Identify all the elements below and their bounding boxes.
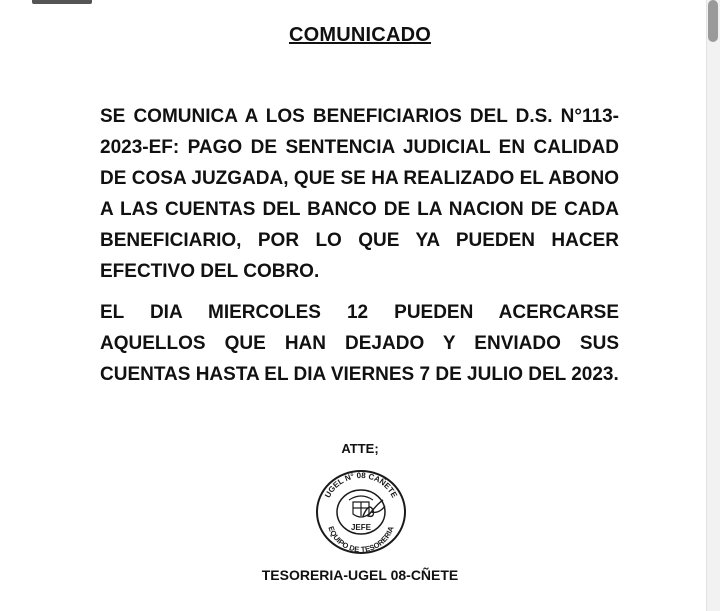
window-tab-stub[interactable] (32, 0, 92, 4)
stamp-bottom-text: EQUIPO DE TESORERIA (326, 524, 396, 555)
vertical-scrollbar[interactable] (706, 0, 720, 611)
announcement-paragraph-1: SE COMUNICA A LOS BENEFICIARIOS DEL D.S. N°113-2023-EF: PAGO DE SENTENCIA JUDICIAL EN CALIDAD DE COSA JUZGADA, QUE SE HA REALIZADO EL ABONO A LAS CUENTAS DEL BANCO DE LA NACION DE CADA BENEFICIARIO, POR LO QUE YA PUEDEN HACER EFECTIVO DEL COBRO. (100, 106, 619, 282)
closing-text: ATTE; (341, 441, 379, 456)
scrollbar-thumb[interactable] (708, 0, 718, 42)
official-stamp (313, 466, 409, 556)
stamp-top-text: UGEL N° 08 CAÑETE (322, 470, 400, 500)
signature-unit: TESORERIA-UGEL 08-CÑETE (261, 567, 459, 583)
document-title: COMUNICADO (289, 24, 431, 46)
announcement-paragraph-2: EL DIA MIERCOLES 12 PUEDEN ACERCARSE AQUELLOS QUE HAN DEJADO Y ENVIADO SUS CUENTAS HASTA EL DIA VIERNES 7 DE JULIO DEL 2023. (100, 302, 619, 385)
stamp-inner-text: JEFE (350, 523, 372, 532)
